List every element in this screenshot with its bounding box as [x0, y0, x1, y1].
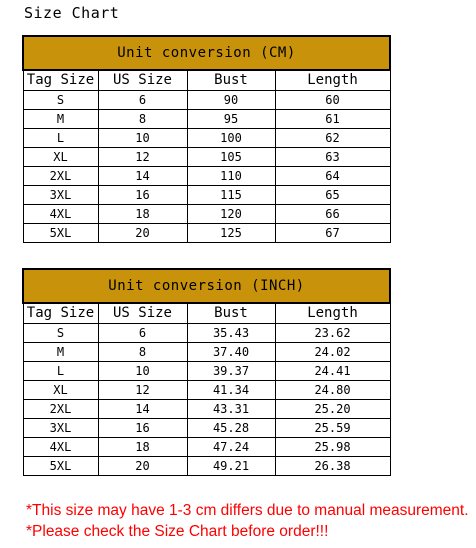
length-cell: 23.62: [275, 324, 390, 343]
bust-cell: 47.24: [187, 438, 275, 457]
column-header-us-size: US Size: [98, 303, 187, 324]
table-row: [23, 343, 390, 362]
bust-cell: 43.31: [187, 400, 275, 419]
table-row: [23, 438, 390, 457]
tag-size-cell: S: [23, 91, 98, 110]
header-row: [23, 70, 390, 91]
table-row: [23, 224, 390, 243]
bust-cell: 37.40: [187, 343, 275, 362]
table-row: [23, 419, 390, 438]
page-title: Size Chart: [24, 4, 120, 22]
us-size-cell: 10: [98, 362, 187, 381]
disclaimer-note: *This size may have 1-3 cm differs due to manual measurement.: [26, 502, 469, 519]
tag-size-cell: 4XL: [23, 438, 98, 457]
bust-cell: 45.28: [187, 419, 275, 438]
table-row: [23, 400, 390, 419]
length-cell: 62: [275, 129, 390, 148]
us-size-cell: 18: [98, 205, 187, 224]
length-cell: 64: [275, 167, 390, 186]
tag-size-cell: XL: [23, 148, 98, 167]
length-cell: 25.20: [275, 400, 390, 419]
tag-size-cell: S: [23, 324, 98, 343]
bust-cell: 115: [187, 186, 275, 205]
table-row: [23, 91, 390, 110]
tag-size-cell: M: [23, 110, 98, 129]
length-cell: 60: [275, 91, 390, 110]
us-size-cell: 12: [98, 381, 187, 400]
tag-size-cell: L: [23, 129, 98, 148]
tag-size-cell: 3XL: [23, 419, 98, 438]
us-size-cell: 18: [98, 438, 187, 457]
table-row: [23, 381, 390, 400]
column-header-bust: Bust: [187, 303, 275, 324]
length-cell: 65: [275, 186, 390, 205]
table-row: [23, 148, 390, 167]
us-size-cell: 14: [98, 400, 187, 419]
length-cell: 61: [275, 110, 390, 129]
us-size-cell: 10: [98, 129, 187, 148]
length-cell: 66: [275, 205, 390, 224]
length-cell: 24.41: [275, 362, 390, 381]
bust-cell: 125: [187, 224, 275, 243]
bust-cell: 100: [187, 129, 275, 148]
check-chart-note: *Please check the Size Chart before order!!!: [26, 523, 329, 540]
us-size-cell: 20: [98, 457, 187, 476]
tag-size-cell: 3XL: [23, 186, 98, 205]
column-header-length: Length: [275, 70, 390, 91]
us-size-cell: 8: [98, 110, 187, 129]
us-size-cell: 14: [98, 167, 187, 186]
table-row: [23, 205, 390, 224]
us-size-cell: 16: [98, 419, 187, 438]
bust-cell: 49.21: [187, 457, 275, 476]
table-row: [23, 167, 390, 186]
column-header-length: Length: [275, 303, 390, 324]
bust-cell: 95: [187, 110, 275, 129]
column-header-tag-size: Tag Size: [23, 70, 98, 91]
us-size-cell: 6: [98, 91, 187, 110]
tag-size-cell: 2XL: [23, 400, 98, 419]
table-row: [23, 457, 390, 476]
bust-cell: 110: [187, 167, 275, 186]
column-header-tag-size: Tag Size: [23, 303, 98, 324]
table-title-row: [23, 269, 390, 303]
length-cell: 26.38: [275, 457, 390, 476]
header-row: [23, 303, 390, 324]
table-row: [23, 362, 390, 381]
column-header-bust: Bust: [187, 70, 275, 91]
tag-size-cell: 2XL: [23, 167, 98, 186]
tag-size-cell: 4XL: [23, 205, 98, 224]
table-title: Unit conversion (CM): [23, 36, 390, 70]
bust-cell: 120: [187, 205, 275, 224]
table-title: Unit conversion (INCH): [23, 269, 390, 303]
length-cell: 24.80: [275, 381, 390, 400]
table-row: [23, 186, 390, 205]
tag-size-cell: M: [23, 343, 98, 362]
length-cell: 24.02: [275, 343, 390, 362]
column-header-us-size: US Size: [98, 70, 187, 91]
us-size-cell: 20: [98, 224, 187, 243]
length-cell: 63: [275, 148, 390, 167]
bust-cell: 90: [187, 91, 275, 110]
size-table-inch: [22, 268, 391, 476]
table-title-row: [23, 36, 390, 70]
size-table-cm: [22, 35, 391, 243]
length-cell: 25.98: [275, 438, 390, 457]
bust-cell: 39.37: [187, 362, 275, 381]
tag-size-cell: 5XL: [23, 457, 98, 476]
us-size-cell: 6: [98, 324, 187, 343]
tag-size-cell: 5XL: [23, 224, 98, 243]
table-row: [23, 110, 390, 129]
length-cell: 25.59: [275, 419, 390, 438]
bust-cell: 105: [187, 148, 275, 167]
length-cell: 67: [275, 224, 390, 243]
bust-cell: 35.43: [187, 324, 275, 343]
table-row: [23, 324, 390, 343]
us-size-cell: 12: [98, 148, 187, 167]
bust-cell: 41.34: [187, 381, 275, 400]
us-size-cell: 8: [98, 343, 187, 362]
table-row: [23, 129, 390, 148]
tag-size-cell: L: [23, 362, 98, 381]
tag-size-cell: XL: [23, 381, 98, 400]
us-size-cell: 16: [98, 186, 187, 205]
